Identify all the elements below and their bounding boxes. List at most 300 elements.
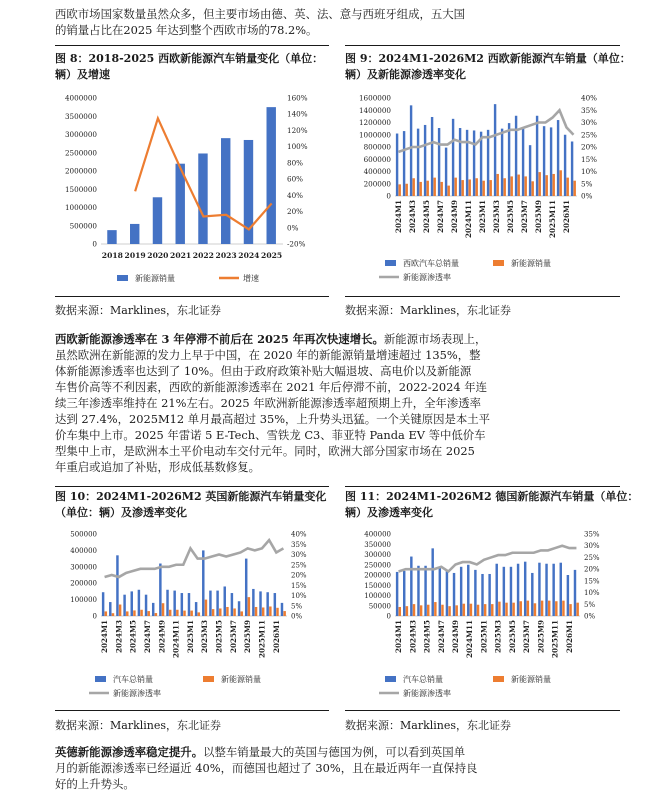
bar — [463, 604, 465, 616]
bar — [508, 123, 510, 196]
legend-swatch — [95, 676, 106, 682]
y-axis-tick-label: 3000000 — [64, 130, 97, 139]
bar — [140, 610, 142, 616]
bar — [130, 224, 139, 244]
bar — [198, 153, 207, 244]
y-axis-tick-label: 300000 — [364, 551, 391, 559]
y2-axis-tick-label: 15% — [581, 154, 597, 164]
bar — [176, 610, 178, 616]
bar — [274, 593, 276, 616]
x-axis-tick-label: 2023 — [215, 251, 237, 260]
legend-label: 汽车总销量 — [403, 675, 443, 684]
y-axis-tick-label: 300000 — [70, 563, 97, 572]
bar — [267, 107, 276, 244]
legend-label: 新能源销量 — [511, 259, 551, 268]
x-axis-tick-label: 2024M3 — [114, 620, 124, 653]
x-axis-tick-label: 2024M7 — [436, 200, 445, 233]
bar — [474, 570, 476, 616]
bar — [529, 145, 531, 196]
bar — [123, 595, 125, 616]
bar — [188, 593, 190, 616]
bar — [399, 607, 401, 616]
bar — [155, 613, 157, 616]
series-line — [105, 540, 284, 577]
bar — [518, 175, 520, 196]
x-axis-tick-label: 2025M11 — [257, 620, 267, 658]
paragraph-2-line: 车售价高等不利因素，西欧的新能源渗透率在 2021 年后停滞不前，2022-2024 年连 — [55, 380, 488, 394]
bar — [560, 563, 562, 616]
bar — [438, 128, 440, 196]
bar — [505, 603, 507, 616]
bar — [483, 181, 485, 196]
x-axis-tick-label: 2018 — [101, 251, 123, 260]
intro-line-1: 西欧市场国家数量虽然众多，但主要市场由德、英、法、意与西班牙组成，五大国 — [55, 7, 466, 21]
x-axis-tick-label: 2025M7 — [228, 620, 238, 653]
bar — [567, 575, 569, 616]
bar — [116, 555, 118, 616]
figure8-title-line2: 辆）及增速 — [55, 68, 110, 81]
x-axis-tick-label: 2025M1 — [479, 620, 489, 653]
bar — [102, 592, 104, 616]
bar — [470, 604, 472, 616]
y2-axis-tick-label: 20% — [291, 571, 307, 580]
bar — [266, 592, 268, 616]
figure11-chart — [345, 524, 620, 710]
bar — [517, 564, 519, 616]
bar — [269, 606, 271, 616]
y-axis-tick-label: 2500000 — [64, 148, 97, 158]
paragraph-2-line: 达到 27.4%，2025M12 单月最高超过 35%，上升势头迅猛。一个关键原因是本土平 — [55, 412, 491, 426]
y-axis-tick-label: 1400000 — [358, 105, 391, 115]
y2-axis-tick-label: 10% — [584, 589, 600, 598]
paragraph-2-line: 年重启或追加了补贴，形成低基数修复。 — [55, 460, 261, 474]
y2-axis-tick-label: 5% — [581, 179, 593, 189]
y2-axis-tick-label: 40% — [581, 93, 597, 103]
figure10-source: 数据来源：Marklines，东北证券 — [55, 719, 222, 732]
bar — [539, 172, 541, 196]
bar — [434, 602, 436, 616]
bar — [138, 590, 140, 616]
y-axis-tick-label: 0 — [386, 612, 391, 621]
figure10-title-line1: 图 10：2024M1-2026M2 英国新能源汽车销量变化 — [55, 490, 327, 503]
bar — [169, 610, 171, 616]
y-axis-tick-label: 150000 — [364, 581, 391, 590]
x-axis-tick-label: 2025M11 — [550, 620, 560, 658]
y-axis-tick-label: 200000 — [364, 571, 391, 580]
bar — [152, 603, 154, 616]
x-axis-tick-label: 2024M11 — [171, 620, 181, 658]
bar — [462, 180, 464, 196]
figure8-bottom-rule — [55, 296, 329, 297]
y2-axis-tick-label: 5% — [291, 602, 303, 611]
x-axis-tick-label: 2025M1 — [185, 620, 195, 653]
y2-axis-tick-label: 120% — [287, 125, 308, 135]
y-axis-tick-label: 500000 — [70, 530, 97, 539]
intro-line-2: 的销量占比在2025 年达到整个西欧市场的78.2%。 — [55, 23, 318, 37]
bar — [512, 603, 514, 616]
bar — [427, 605, 429, 616]
bar — [555, 601, 557, 616]
bar — [497, 174, 499, 196]
x-axis-tick-label: 2025M5 — [506, 200, 515, 233]
y-axis-tick-label: 500000 — [69, 221, 97, 231]
x-axis-tick-label: 2024M5 — [128, 620, 138, 653]
legend-swatch — [493, 260, 504, 266]
bar — [532, 181, 534, 196]
bar — [504, 178, 506, 196]
legend-label: 增速 — [243, 274, 259, 283]
bar — [455, 605, 457, 616]
figure11-title-line2: 辆）及渗透率变化 — [345, 506, 433, 519]
bar — [209, 591, 211, 616]
figure8-title — [55, 51, 323, 83]
y2-axis-tick-label: 35% — [291, 540, 307, 549]
paragraph-3-line-1 — [55, 744, 620, 760]
bar — [553, 174, 555, 196]
paragraph-2-line: 续三年渗透率维持在 21%左右。2025 年欧洲新能源渗透率超预期上升，全年渗透率 — [55, 396, 482, 410]
bar — [406, 184, 408, 196]
bar — [413, 604, 415, 616]
bar — [494, 104, 496, 196]
y2-axis-tick-label: 80% — [287, 158, 303, 168]
bar — [107, 230, 116, 244]
bar — [216, 591, 218, 616]
bar — [481, 574, 483, 616]
bar — [283, 611, 285, 616]
legend-swatch — [385, 260, 396, 266]
bar — [410, 557, 412, 616]
y-axis-tick-label: 200000 — [70, 579, 97, 588]
figure11-source: 数据来源：Marklines，东北证券 — [345, 719, 512, 732]
x-axis-tick-label: 2024M1 — [394, 200, 403, 233]
bar — [245, 559, 247, 616]
paragraph-2-line: 价车集中上市。2025 年雷诺 5 E-Tech、雪铁龙 C3、菲亚特 Panda EV 等中低价车 — [55, 428, 486, 442]
bar — [441, 605, 443, 616]
bar — [466, 130, 468, 196]
figure10-title-line2: （单位：辆）及渗透率变化 — [55, 506, 187, 519]
bar — [510, 567, 512, 616]
bar — [262, 607, 264, 616]
bar — [431, 548, 433, 616]
bar — [439, 567, 441, 616]
bar — [133, 610, 135, 616]
figure10-chart — [55, 524, 330, 710]
bar — [452, 119, 454, 196]
bar — [477, 605, 479, 616]
bar — [112, 613, 114, 616]
bar — [455, 178, 457, 196]
bar — [490, 180, 492, 196]
bar — [441, 182, 443, 196]
x-axis-tick-label: 2025M5 — [507, 620, 517, 653]
y-axis-tick-label: 3500000 — [64, 111, 97, 121]
paragraph-2-line-1 — [55, 331, 620, 347]
y2-axis-tick-label: 20% — [581, 142, 597, 152]
bar — [527, 601, 529, 616]
figure10-bottom-rule — [55, 710, 329, 711]
paragraph-2-line-1-text: 新能源市场表现上， — [383, 332, 487, 346]
y2-axis-tick-label: 40% — [291, 530, 307, 539]
legend-label: 西欧汽车总销量 — [403, 259, 459, 268]
y-axis-tick-label: 50000 — [368, 602, 391, 611]
bar — [546, 175, 548, 196]
bar — [202, 550, 204, 616]
bar — [417, 566, 419, 616]
bar — [536, 116, 538, 196]
bar — [564, 135, 566, 196]
paragraph-2 — [55, 331, 620, 475]
x-axis-tick-label: 2024M1 — [394, 620, 404, 653]
bar — [501, 129, 503, 196]
bar — [574, 570, 576, 616]
bar — [487, 130, 489, 196]
figure9-top-rule — [345, 45, 620, 46]
y2-axis-tick-label: 20% — [584, 565, 600, 574]
bar — [545, 564, 547, 616]
y2-axis-tick-label: 0% — [584, 612, 596, 621]
bar — [467, 565, 469, 616]
bar — [195, 602, 197, 616]
bar — [445, 148, 447, 196]
paragraph-2-line: 虽然欧洲在新能源的发力上早于中国，在 2020 年的新能源销量增速超过 135%，整 — [55, 348, 481, 362]
bar — [238, 601, 240, 616]
bar — [496, 564, 498, 616]
bar — [491, 604, 493, 616]
figure9-title — [345, 51, 631, 83]
y-axis-tick-label: 200000 — [363, 179, 391, 189]
y-axis-tick-label: 400000 — [363, 167, 391, 176]
bar — [567, 178, 569, 196]
paragraph-2-line: 型集中上市，是欧洲本土平价电动车交付元年。同时，欧洲大部分国家市场在 2025 — [55, 444, 475, 458]
bar — [484, 604, 486, 616]
y2-axis-tick-label: 30% — [584, 542, 600, 551]
y2-axis-tick-label: 0% — [287, 223, 299, 233]
y-axis-tick-label: 1000000 — [358, 130, 391, 140]
figure11-bottom-rule — [345, 710, 620, 711]
y-axis-tick-label: 4000000 — [64, 93, 97, 103]
figure11-title-line1: 图 11：2024M1-2026M2 德国新能源汽车销量（单位： — [345, 490, 639, 503]
intro-paragraph — [55, 6, 620, 38]
y-axis-tick-label: 100000 — [364, 592, 391, 600]
bar — [488, 574, 490, 616]
figure9-bottom-rule — [345, 296, 620, 297]
figure11-title — [345, 489, 638, 521]
bar — [469, 179, 471, 196]
bar — [399, 184, 401, 196]
bar — [212, 609, 214, 616]
x-axis-tick-label: 2025M1 — [478, 200, 487, 233]
bar — [183, 611, 185, 616]
bar — [248, 597, 250, 616]
bar — [119, 605, 121, 616]
bar — [520, 601, 522, 616]
figure9-chart — [345, 88, 620, 296]
bar — [460, 567, 462, 616]
bar — [420, 182, 422, 196]
bar — [145, 595, 147, 616]
x-axis-tick-label: 2025M5 — [214, 620, 224, 653]
paragraph-3-line-1-text: 以整车销量最大的英国与德国为例，可以看到英国单 — [203, 745, 466, 759]
bar — [511, 176, 513, 196]
bar — [181, 593, 183, 616]
figure10-top-rule — [55, 486, 329, 487]
bar — [548, 601, 550, 616]
bar — [221, 138, 230, 244]
bar — [550, 127, 552, 196]
y2-axis-tick-label: 25% — [291, 561, 307, 570]
bar — [424, 566, 426, 616]
legend-swatch — [203, 676, 214, 682]
x-axis-tick-label: 2024M1 — [100, 620, 110, 653]
figure11-top-rule — [345, 486, 620, 487]
figure9-title-line2: 辆）及新能源渗透率变化 — [345, 68, 466, 81]
x-axis-tick-label: 2024M9 — [450, 620, 460, 653]
x-axis-tick-label: 2021 — [170, 251, 192, 260]
y2-axis-tick-label: 0% — [581, 191, 593, 201]
bar — [241, 611, 243, 616]
y2-axis-tick-label: 140% — [287, 109, 308, 119]
y2-axis-tick-label: 60% — [287, 174, 303, 184]
bar — [569, 604, 571, 616]
paragraph-3 — [55, 744, 620, 792]
bar — [448, 186, 450, 196]
bar — [503, 567, 505, 616]
bar — [396, 572, 398, 616]
legend-label: 新能源销量 — [511, 675, 551, 684]
x-axis-tick-label: 2025M9 — [534, 200, 543, 233]
bar — [431, 117, 433, 196]
bar — [531, 573, 533, 616]
legend-swatch — [385, 676, 396, 682]
bar — [131, 591, 133, 616]
y2-axis-tick-label: 25% — [581, 130, 597, 140]
figure10-title — [55, 489, 326, 521]
x-axis-tick-label: 2024 — [238, 251, 260, 260]
x-axis-tick-label: 2024M9 — [157, 620, 167, 653]
y-axis-tick-label: 400000 — [70, 546, 97, 555]
y-axis-tick-label: 600000 — [363, 154, 391, 164]
bar — [515, 116, 517, 196]
bar — [538, 563, 540, 616]
y-axis-tick-label: 0 — [92, 612, 97, 621]
bar — [498, 602, 500, 616]
y-axis-tick-label: 2000000 — [64, 166, 97, 176]
legend-label: 汽车总销量 — [113, 675, 153, 684]
bar — [453, 573, 455, 616]
bar — [406, 606, 408, 616]
y-axis-tick-label: 100000 — [70, 596, 97, 605]
y-axis-tick-label: 1600000 — [358, 93, 391, 103]
x-axis-tick-label: 2024M3 — [408, 620, 418, 653]
bar — [541, 601, 543, 616]
x-axis-tick-label: 2025 — [261, 251, 283, 260]
bar — [173, 591, 175, 616]
x-axis-tick-label: 2019 — [124, 251, 146, 260]
y2-axis-tick-label: 35% — [581, 105, 597, 115]
x-axis-tick-label: 2025M3 — [200, 620, 210, 653]
bar — [281, 603, 283, 616]
bar — [198, 612, 200, 616]
bar — [524, 562, 526, 616]
y2-axis-tick-label: 10% — [581, 167, 597, 176]
bar — [424, 125, 426, 196]
y-axis-tick-label: 250000 — [364, 561, 391, 570]
figure8-title-line1: 图 8：2018-2025 西欧新能源汽车销量变化（单位： — [55, 52, 324, 65]
bar — [219, 608, 221, 616]
x-axis-tick-label: 2024M11 — [465, 620, 475, 658]
bar — [226, 607, 228, 616]
figure9-source: 数据来源：Marklines，东北证券 — [345, 304, 512, 317]
y-axis-tick-label: 800000 — [363, 142, 391, 152]
x-axis-tick-label: 2025M9 — [243, 620, 253, 653]
legend-swatch — [117, 275, 128, 281]
figure9-title-line1: 图 9：2024M1-2026M2 西欧新能源汽车销量（单位： — [345, 52, 631, 65]
paragraph-2-lead: 西欧新能源渗透率在 3 年停滞不前后在 2025 年再次快速增长。 — [55, 332, 384, 346]
legend-label: 新能源渗透率 — [113, 689, 161, 698]
bar — [126, 611, 128, 616]
x-axis-tick-label: 2024M3 — [408, 200, 417, 233]
bar — [557, 120, 559, 196]
bar — [552, 564, 554, 616]
bar — [459, 128, 461, 196]
bar — [427, 181, 429, 196]
bar — [420, 605, 422, 616]
y2-axis-tick-label: 35% — [584, 530, 600, 539]
bar — [410, 105, 412, 196]
x-axis-tick-label: 2026M1 — [564, 620, 574, 653]
bar — [259, 591, 261, 616]
bar — [162, 603, 164, 616]
bar — [252, 589, 254, 616]
bar — [205, 600, 207, 616]
figure8-chart — [55, 88, 330, 296]
bar — [446, 570, 448, 616]
y-axis-tick-label: 400000 — [364, 530, 391, 539]
x-axis-tick-label: 2024M7 — [143, 620, 152, 653]
paragraph-3-lead: 英德新能源渗透率稳定提升。 — [55, 745, 204, 759]
x-axis-tick-label: 2024M5 — [422, 620, 432, 653]
y-axis-tick-label: 0 — [92, 239, 97, 249]
y2-axis-tick-label: 5% — [584, 600, 596, 609]
y-axis-tick-label: 1500000 — [64, 184, 97, 194]
paragraph-2-line: 体新能源渗透率也达到了 10%。但由于政府政策补贴大幅退坡、高电价以及新能源 — [55, 364, 472, 378]
bar — [571, 141, 573, 196]
y2-axis-tick-label: 40% — [287, 190, 303, 200]
x-axis-tick-label: 2025M3 — [493, 620, 503, 653]
bar — [166, 590, 168, 616]
x-axis-tick-label: 2020 — [147, 251, 169, 260]
y2-axis-tick-label: 30% — [291, 551, 307, 559]
y2-axis-tick-label: 15% — [291, 581, 307, 590]
figure8-top-rule — [55, 45, 329, 46]
bar — [109, 602, 111, 616]
legend-label: 新能源渗透率 — [403, 689, 451, 698]
x-axis-tick-label: 2025M9 — [536, 620, 546, 653]
legend-swatch — [493, 676, 504, 682]
x-axis-tick-label: 2026M1 — [271, 620, 281, 653]
legend-label: 新能源销量 — [135, 274, 175, 283]
y-axis-tick-label: 1200000 — [358, 118, 391, 127]
x-axis-tick-label: 2025M3 — [492, 200, 501, 233]
y2-axis-tick-label: 15% — [584, 577, 600, 586]
bar — [434, 178, 436, 196]
bar — [403, 571, 405, 616]
x-axis-tick-label: 2024M5 — [422, 200, 431, 233]
bar — [105, 611, 107, 616]
x-axis-tick-label: 2024M9 — [450, 200, 459, 233]
x-axis-tick-label: 2024M11 — [464, 200, 473, 238]
x-axis-tick-label: 2022 — [192, 251, 214, 260]
